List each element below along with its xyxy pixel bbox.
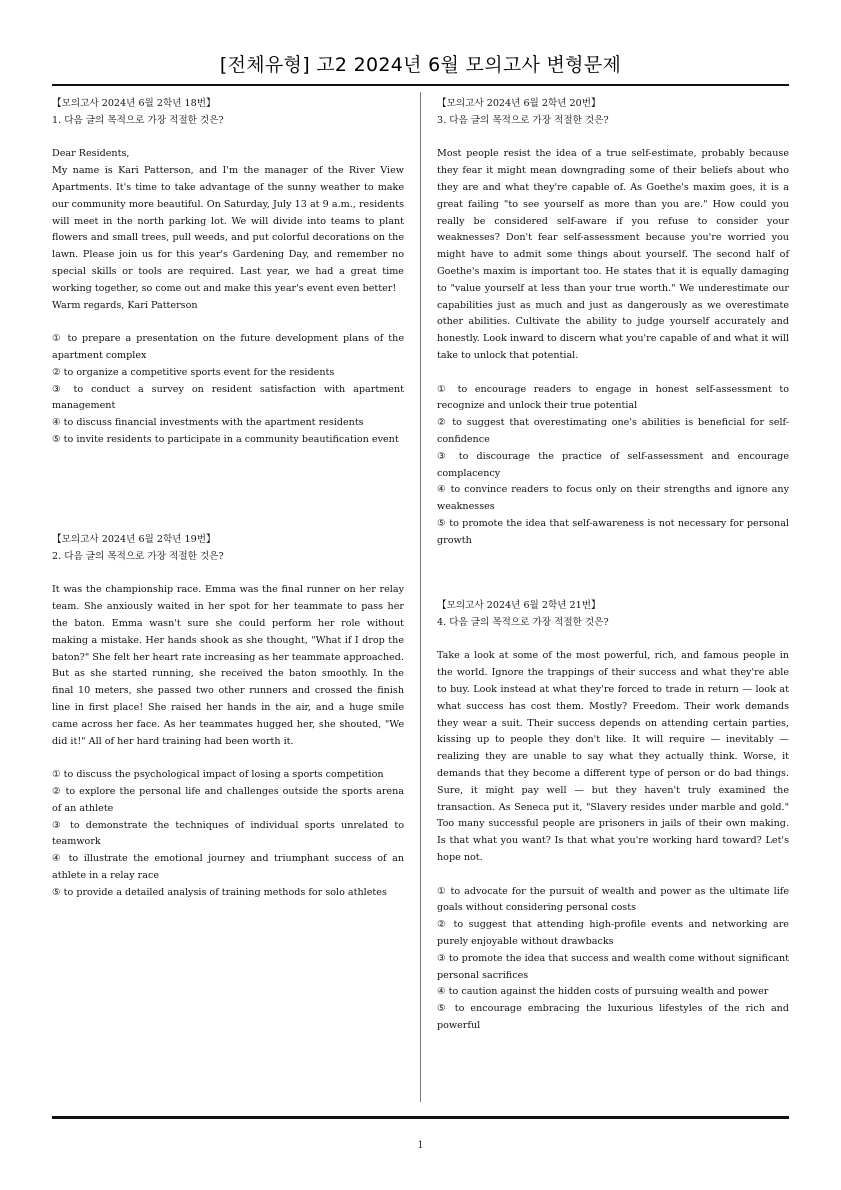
- answer-option[interactable]: ⑤ to encourage embracing the luxurious lifestyles of the rich and powerful: [437, 1003, 789, 1031]
- question-source: 【모의고사 2024년 6월 2학년 21번】: [437, 600, 601, 611]
- answer-option[interactable]: ① to discuss the psychological impact of losing a sports competition: [52, 769, 384, 781]
- question-block: [52, 532, 404, 902]
- answer-option[interactable]: ③ to discourage the practice of self-assessment and encourage complacency: [437, 450, 789, 479]
- answer-option[interactable]: ③ to conduct a survey on resident satisfaction with apartment management: [52, 383, 404, 412]
- answer-option[interactable]: ⑤ to provide a detailed analysis of training methods for solo athletes: [52, 886, 387, 898]
- answer-option[interactable]: ② to suggest that overestimating one's abilities is beneficial for self-confidence: [437, 417, 789, 445]
- passage: [52, 146, 404, 314]
- answer-option[interactable]: ② to organize a competitive sports event for the residents: [52, 366, 335, 378]
- answer-options: [437, 884, 789, 1035]
- passage-paragraph: Take a look at some of the most powerful, rich, and famous people in the world. Ignore the trappings of their success and what they're able to buy. Look instead at what they're forced to trade in return — look at what success has cost them. Mostly? Freedom. Their work demands they wear a suit. Their success depends on attending certain parties, kissing up to people they don't like. It will require — inevitably — realizing they are unable to say what they actually think. Worse, it demands that they become a different type of person or do bad things. Sure, it might pay well — but they haven't truly examined the transaction. As Seneca put it, "Slavery resides under marble and gold." Too many successful people are prisoners in jails of their own making. Is that what you want? Is that what you're working hard toward? Let's hope not.: [437, 650, 789, 863]
- passage-paragraph: My name is Kari Patterson, and I'm the manager of the River View Apartments. It's time to take advantage of the sunny weather to make our community more beautiful. On Saturday, July 13 at 9 a.m., residents will meet in the north parking lot. We will divide into teams to plant flowers and small trees, pull weeds, and put colorful decorations on the lawn. Please join us for this year's Gardening Day, and remember no special skills or tools are required. Last year, we had a great time working together, so come out and make this year's event even better!: [52, 165, 404, 294]
- passage: [437, 648, 789, 866]
- answer-option[interactable]: ③ to promote the idea that success and wealth come without significant personal sacrifices: [437, 952, 789, 981]
- page-number: 1: [417, 1140, 424, 1151]
- question-block: [52, 96, 404, 449]
- passage: [52, 582, 404, 750]
- question-source: 【모의고사 2024년 6월 2학년 19번】: [52, 534, 216, 545]
- answer-option[interactable]: ④ to convince readers to focus only on their strengths and ignore any weaknesses: [437, 484, 789, 513]
- answer-option[interactable]: ④ to discuss financial investments with the apartment residents: [52, 417, 364, 429]
- answer-option[interactable]: ② to suggest that attending high-profile events and networking are purely enjoyable without drawbacks: [437, 919, 789, 947]
- answer-option[interactable]: ③ to demonstrate the techniques of individual sports unrelated to teamwork: [52, 819, 404, 848]
- answer-option[interactable]: ④ to illustrate the emotional journey and triumphant success of an athlete in a relay race: [52, 853, 404, 881]
- question-block: [437, 598, 789, 1035]
- answer-option[interactable]: ① to encourage readers to engage in honest self-assessment to recognize and unlock their true potential: [437, 383, 789, 412]
- answer-options: [437, 382, 789, 550]
- question-block: [437, 96, 789, 550]
- answer-option[interactable]: ① to advocate for the pursuit of wealth and power as the ultimate life goals without considering personal costs: [437, 885, 789, 914]
- question-stem: 3. 다음 글의 목적으로 가장 적절한 것은?: [437, 114, 609, 126]
- answer-option[interactable]: ① to prepare a presentation on the future development plans of the apartment complex: [52, 333, 404, 361]
- answer-option[interactable]: ④ to caution against the hidden costs of pursuing wealth and power: [437, 986, 769, 998]
- passage: [437, 146, 789, 364]
- passage-paragraph: Warm regards, Kari Patterson: [52, 299, 198, 311]
- question-source: 【모의고사 2024년 6월 2학년 20번】: [437, 98, 601, 109]
- passage-paragraph: Most people resist the idea of a true self-estimate, probably because they fear it might mean downgrading some of their beliefs about who they are and what they're capable of. As Goethe's maxim goes, it is a great failing "to see yourself as more than you are." How could you really be considered self-aware if you refuse to consider your weaknesses? Don't fear self-assessment because you're worried you might have to admit some things about yourself. The second half of Goethe's maxim is important too. He states that it is equally damaging to "value yourself at less than your true worth." We underestimate our capabilities just as much and just as dangerously as we overestimate other abilities. Cultivate the ability to judge yourself accurately and honestly. Look inward to discern what you're capable of and what it will take to unlock that potential.: [437, 148, 789, 361]
- passage-paragraph: Dear Residents,: [52, 148, 130, 160]
- answer-option[interactable]: ⑤ to invite residents to participate in a community beautification event: [52, 433, 399, 445]
- question-stem: 4. 다음 글의 목적으로 가장 적절한 것은?: [437, 616, 609, 628]
- answer-option[interactable]: ② to explore the personal life and challenges outside the sports arena of an athlete: [52, 785, 404, 814]
- question-stem: 1. 다음 글의 목적으로 가장 적절한 것은?: [52, 114, 224, 126]
- answer-options: [52, 331, 404, 449]
- question-stem: 2. 다음 글의 목적으로 가장 적절한 것은?: [52, 550, 224, 562]
- header-rule: [52, 84, 789, 86]
- answer-option[interactable]: ⑤ to promote the idea that self-awareness is not necessary for personal growth: [437, 517, 789, 546]
- column-divider: [420, 92, 421, 1102]
- page-title: [전체유형] 고2 2024년 6월 모의고사 변형문제: [219, 54, 622, 76]
- footer-rule: [52, 1116, 789, 1119]
- answer-options: [52, 767, 404, 901]
- question-source: 【모의고사 2024년 6월 2학년 18번】: [52, 98, 216, 109]
- passage-paragraph: It was the championship race. Emma was the final runner on her relay team. She anxiously waited in her spot for her teammate to pass her the baton. Emma wasn't sure she could perform her role without making a mistake. Her hands shook as she thought, "What if I drop the baton?" She felt her heart rate increasing as her teammate approached. But as she started running, she received the baton smoothly. In the final 10 meters, she passed two other runners and crossed the finish line in first place! She raised her hands in the air, and a huge smile came across her face. As her teammates hugged her, she shouted, "We did it!" All of her hard training had been worth it.: [52, 584, 404, 747]
